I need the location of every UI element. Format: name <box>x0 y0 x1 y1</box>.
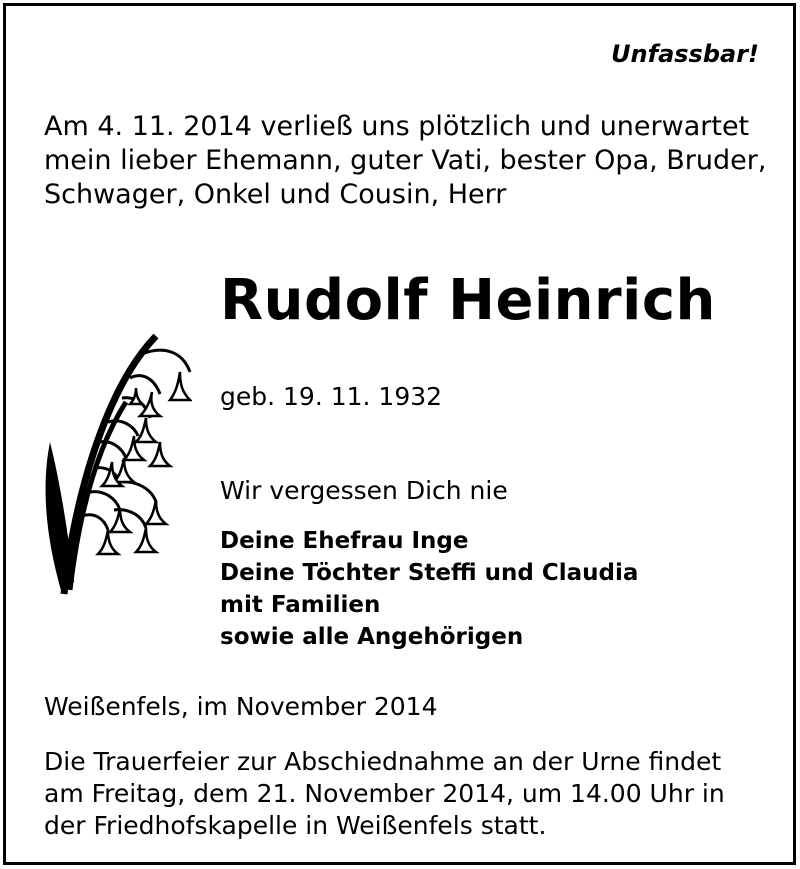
intro-line: Schwager, Onkel und Cousin, Herr <box>44 179 507 210</box>
mourner-line: sowie alle Angehörigen <box>220 624 524 650</box>
mourner-line: mit Familien <box>220 592 381 618</box>
obituary-notice <box>3 3 796 865</box>
funeral-line: am Freitag, dem 21. November 2014, um 14.00 Uhr in <box>44 779 725 808</box>
motto-text: Unfassbar! <box>611 40 759 68</box>
birth-date: geb. 19. 11. 1932 <box>220 382 443 411</box>
mourners-list <box>220 525 638 653</box>
deceased-name: Rudolf Heinrich <box>220 268 716 333</box>
intro-paragraph <box>44 110 774 212</box>
place-and-date: Weißenfels, im November 2014 <box>44 692 438 721</box>
intro-line: mein lieber Ehemann, guter Vati, bester Opa, Bruder, <box>44 145 767 176</box>
funeral-details <box>44 746 774 842</box>
mourner-line: Deine Töchter Steffi und Claudia <box>220 560 639 586</box>
mourner-line: Deine Ehefrau Inge <box>220 528 469 554</box>
lily-of-the-valley-icon <box>42 332 192 598</box>
funeral-line: Die Trauerfeier zur Abschiednahme an der Urne findet <box>44 747 722 776</box>
funeral-line: der Friedhofskapelle in Weißenfels statt. <box>44 811 547 840</box>
intro-line: Am 4. 11. 2014 verließ uns plötzlich und unerwartet <box>44 111 750 142</box>
remembrance-line: Wir vergessen Dich nie <box>220 476 508 505</box>
